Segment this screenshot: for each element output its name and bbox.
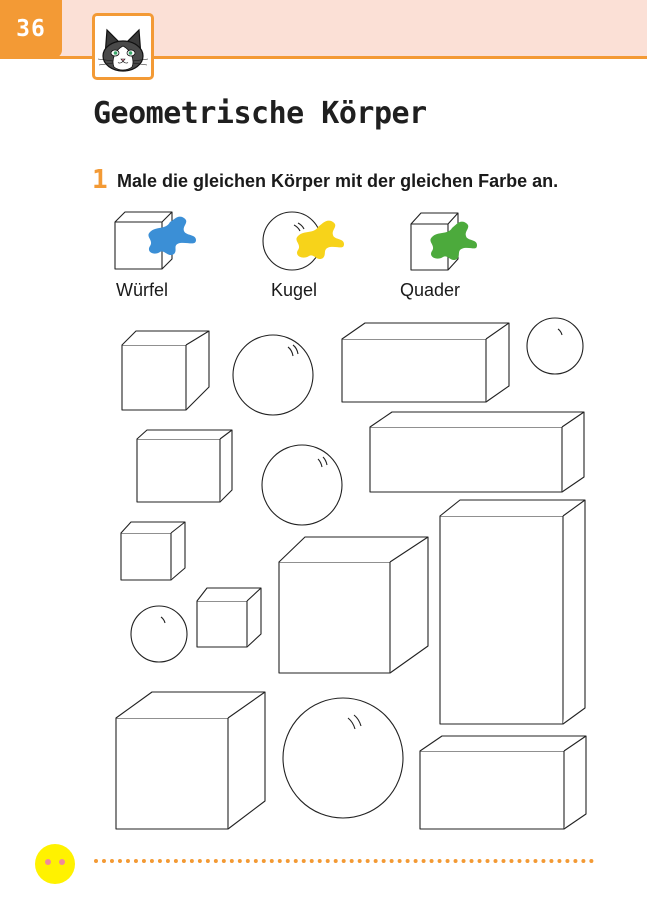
shape-cube-4[interactable]: [197, 588, 261, 647]
shape-sphere-3[interactable]: [262, 445, 342, 525]
page-number: 36: [16, 16, 46, 42]
shape-cube-2[interactable]: [121, 522, 185, 580]
shape-cube-5[interactable]: [116, 692, 265, 829]
task-instruction: Male die gleichen Körper mit der gleichen Farbe an.: [117, 171, 559, 191]
legend-label-quader: Quader: [400, 280, 461, 300]
smiley-eye-left: [45, 859, 51, 865]
shape-cube-3[interactable]: [279, 537, 428, 673]
shape-cuboid-3[interactable]: [370, 412, 584, 492]
legend-label-wuerfel: Würfel: [116, 280, 169, 300]
shape-cuboid-1[interactable]: [342, 323, 509, 402]
legend-label-kugel: Kugel: [271, 280, 318, 300]
shape-cuboid-2[interactable]: [137, 430, 232, 502]
shape-sphere-4[interactable]: [131, 606, 187, 662]
shape-sphere-5[interactable]: [283, 698, 403, 818]
dotted-divider: [94, 859, 594, 863]
task-number: 1: [92, 165, 108, 195]
shape-sphere-2[interactable]: [527, 318, 583, 374]
shape-sphere-1[interactable]: [233, 335, 313, 415]
shape-cuboid-4[interactable]: [440, 500, 585, 724]
shape-cube-1[interactable]: [122, 331, 209, 410]
smiley-eye-right: [59, 859, 65, 865]
page-title: Geometrische Körper: [93, 96, 427, 131]
smiley-face-icon: [35, 844, 75, 884]
shape-cuboid-5[interactable]: [420, 736, 586, 829]
